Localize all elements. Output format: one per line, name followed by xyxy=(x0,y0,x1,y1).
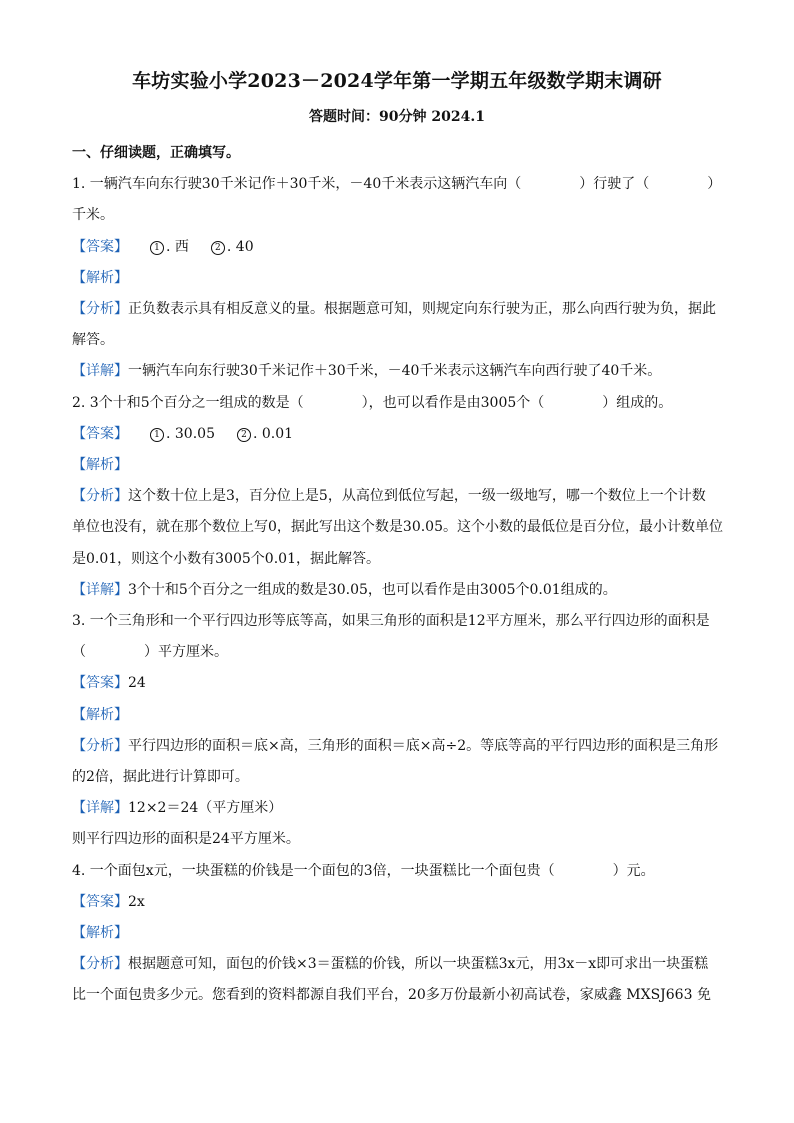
answer-label: 【答案】 xyxy=(72,893,128,910)
q1-text-b: ）行驶了（ xyxy=(579,176,650,193)
detail-label: 【详解】 xyxy=(72,363,128,380)
q4-analysis: 【分析】根据题意可知，面包的价钱×3＝蛋糕的价钱，所以一块蛋糕3x元，用3x－x即可求出一块蛋糕 xyxy=(72,956,709,973)
q3-analysis-cont: 的2倍，据此进行计算即可。 xyxy=(72,769,249,786)
q1-answer-2: . 40 xyxy=(226,238,254,255)
analyze-label: 【分析】 xyxy=(72,956,128,973)
q2-answer-2: . 0.01 xyxy=(252,425,294,442)
q3-detail: 【详解】12×2＝24（平方厘米） xyxy=(72,800,283,817)
circled-number: 1 xyxy=(150,428,164,442)
detail-label: 【详解】 xyxy=(72,800,128,817)
q1-text-cont: 千米。 xyxy=(72,207,114,224)
q1-answer-1: . 西 xyxy=(166,238,189,255)
q1-detail: 【详解】一辆汽车向东行驶30千米记作＋30千米，－40千米表示这辆汽车向西行驶了40千米。 xyxy=(72,363,662,380)
q2-answer xyxy=(72,419,724,450)
document-body xyxy=(72,138,724,1012)
q1-analysis: 【分析】正负数表示具有相反意义的量。根据题意可知，则规定向东行驶为正，那么向西行驶为负，据此 xyxy=(72,301,716,318)
question-4: 4. 一个面包x元，一块蛋糕的价钱是一个面包的3倍，一块蛋糕比一个面包贵（ ）元。 xyxy=(72,862,655,879)
analysis-heading: 【解析】 xyxy=(72,269,128,286)
exam-title: 车坊实验小学2023－2024学年第一学期五年级数学期末调研 xyxy=(132,70,662,92)
q3-conclusion: 则平行四边形的面积是24平方厘米。 xyxy=(72,831,300,848)
question-2: 2. 3个十和5个百分之一组成的数是（ ），也可以看作是由3005个（ ）组成的。 xyxy=(72,394,673,411)
analysis-heading: 【解析】 xyxy=(72,457,128,474)
q3-answer: 【答案】24 xyxy=(72,675,146,692)
answer-label: 【答案】 xyxy=(72,238,128,255)
answer-label: 【答案】 xyxy=(72,675,128,692)
q2-answer-1: . 30.05 xyxy=(166,425,215,442)
q1-text-c: ） xyxy=(707,176,722,193)
q1-analysis-cont: 解答。 xyxy=(72,332,114,349)
circled-number: 2 xyxy=(211,241,225,255)
question-3: 3. 一个三角形和一个平行四边形等底等高，如果三角形的面积是12平方厘米，那么平行四边形的面积是 xyxy=(72,613,710,630)
q2-analysis-cont: 是0.01，则这个小数有3005个0.01，据此解答。 xyxy=(72,550,380,567)
section-heading: 一、仔细读题，正确填写。 xyxy=(72,145,240,161)
q4-analysis-cont: 比一个面包贵多少元。您看到的资料都源自我们平台，20多万份最新小初高试卷，家威鑫 MXSJ663 免 xyxy=(72,987,711,1004)
exam-subtitle: 答题时间：90分钟 2024.1 xyxy=(309,109,485,125)
q3-analysis: 【分析】平行四边形的面积＝底×高，三角形的面积＝底×高÷2。等底等高的平行四边形的面积是三角形 xyxy=(72,737,719,754)
q4-answer: 【答案】2x xyxy=(72,893,145,910)
q2-analysis: 【分析】这个数十位上是3，百分位上是5，从高位到低位写起，一级一级地写，哪一个数位上一个计数 xyxy=(72,488,706,505)
q1-answer xyxy=(72,232,724,263)
analyze-label: 【分析】 xyxy=(72,301,128,318)
detail-label: 【详解】 xyxy=(72,581,128,598)
analyze-label: 【分析】 xyxy=(72,488,128,505)
analysis-heading: 【解析】 xyxy=(72,925,128,942)
analysis-heading: 【解析】 xyxy=(72,706,128,723)
answer-label: 【答案】 xyxy=(72,425,128,442)
circled-number: 1 xyxy=(150,241,164,255)
q2-analysis-cont: 单位也没有，就在那个数位上写0，据此写出这个数是30.05。这个小数的最低位是百分位，最小计数单位 xyxy=(72,519,723,536)
q2-detail: 【详解】3个十和5个百分之一组成的数是30.05，也可以看作是由3005个0.01组成的。 xyxy=(72,581,617,598)
question-1 xyxy=(72,169,724,200)
circled-number: 2 xyxy=(237,428,251,442)
q1-text-a: 1. 一辆汽车向东行驶30千米记作＋30千米，－40千米表示这辆汽车向（ xyxy=(72,176,522,193)
analyze-label: 【分析】 xyxy=(72,737,128,754)
question-3-cont: （ ）平方厘米。 xyxy=(72,644,228,661)
